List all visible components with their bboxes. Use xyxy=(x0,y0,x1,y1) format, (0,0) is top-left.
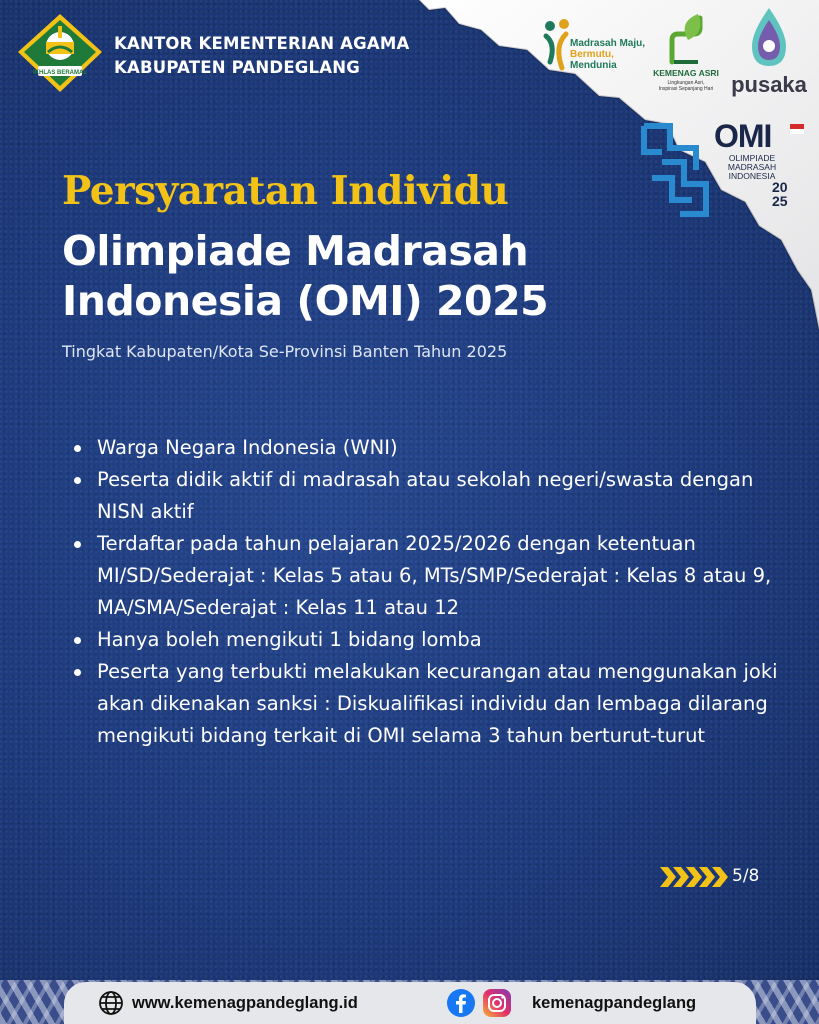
page-title xyxy=(62,226,662,326)
omi-wordmark: OMI xyxy=(714,118,772,154)
requirement-item: Peserta yang terbukti melakukan kecurangan atau menggunakan joki akan dikenakan sanksi : Diskualifikasi individu dan lembaga dilarang mengikuti bidang terkait di OMI selama 3 tahun berturut-turut xyxy=(72,656,784,752)
requirements-list xyxy=(72,432,784,752)
chevron-right-icon xyxy=(660,864,728,890)
madrasah-text-line2: Bermutu, xyxy=(570,49,614,60)
flag-icon xyxy=(790,124,804,134)
office-name-line1: KANTOR KEMENTERIAN AGAMA xyxy=(114,34,410,53)
pusaka-drop-icon xyxy=(728,6,810,70)
omi-pattern-icon xyxy=(640,118,712,222)
page-number: 5/8 xyxy=(732,866,760,886)
website-link[interactable]: www.kemenagpandeglang.id xyxy=(132,994,358,1012)
omi-sub-line3: INDONESIA xyxy=(728,171,776,181)
requirement-item: Peserta didik aktif di madrasah atau sekolah negeri/swasta dengan NISN aktif xyxy=(72,464,784,528)
page-indicator xyxy=(660,864,770,890)
omi-sub-line1: OLIMPIADE xyxy=(728,153,776,163)
madrasah-maju-logo xyxy=(540,16,660,88)
tagline: Tingkat Kabupaten/Kota Se-Provinsi Banten Tahun 2025 xyxy=(62,342,508,361)
kemenag-asri-logo xyxy=(648,10,724,94)
kemenag-emblem-logo xyxy=(16,12,104,94)
requirement-item: Warga Negara Indonesia (WNI) xyxy=(72,432,784,464)
asri-sub-line2: Inspirasi Sepanjang Hari xyxy=(658,86,714,92)
madrasah-text-line1: Madrasah Maju, xyxy=(570,38,646,49)
page-title-line1: Olimpiade Madrasah xyxy=(62,227,529,275)
asri-sub-line1: Lingkungan Asri, xyxy=(667,80,705,86)
hand-leaf-icon xyxy=(648,10,724,66)
pusaka-wordmark: pusaka xyxy=(731,72,807,97)
requirement-item: Hanya boleh mengikuti 1 bidang lomba xyxy=(72,624,784,656)
office-name-line2: KABUPATEN PANDEGLANG xyxy=(114,58,360,77)
requirement-item: Terdaftar pada tahun pelajaran 2025/2026 dengan ketentuan MI/SD/Sederajat : Kelas 5 atau 6, MTs/SMP/Sederajat : Kelas 8 atau 9, MA/SMA/Sederajat : Kelas 11 atau 12 xyxy=(72,528,784,624)
asri-title: KEMENAG ASRI xyxy=(653,68,719,78)
omi-year-line1: 20 xyxy=(772,179,788,195)
emblem-ribbon-text: IKHLAS BERAMAL xyxy=(33,70,87,76)
section-subtitle: Persyaratan Individu xyxy=(62,168,509,214)
office-name xyxy=(114,32,409,80)
omi-sub-line2: MADRASAH xyxy=(727,162,777,172)
madrasah-text-line3: Mendunia xyxy=(570,60,617,71)
facebook-icon[interactable] xyxy=(446,988,476,1018)
page-title-line2: Indonesia (OMI) 2025 xyxy=(62,277,549,325)
instagram-icon[interactable] xyxy=(482,988,512,1018)
pusaka-logo xyxy=(728,6,810,98)
globe-icon xyxy=(98,990,124,1016)
madrasah-figure-icon xyxy=(540,16,574,76)
omi-year-line2: 25 xyxy=(772,193,788,209)
social-handle[interactable]: kemenagpandeglang xyxy=(532,994,697,1012)
omi-2025-logo xyxy=(640,118,810,222)
